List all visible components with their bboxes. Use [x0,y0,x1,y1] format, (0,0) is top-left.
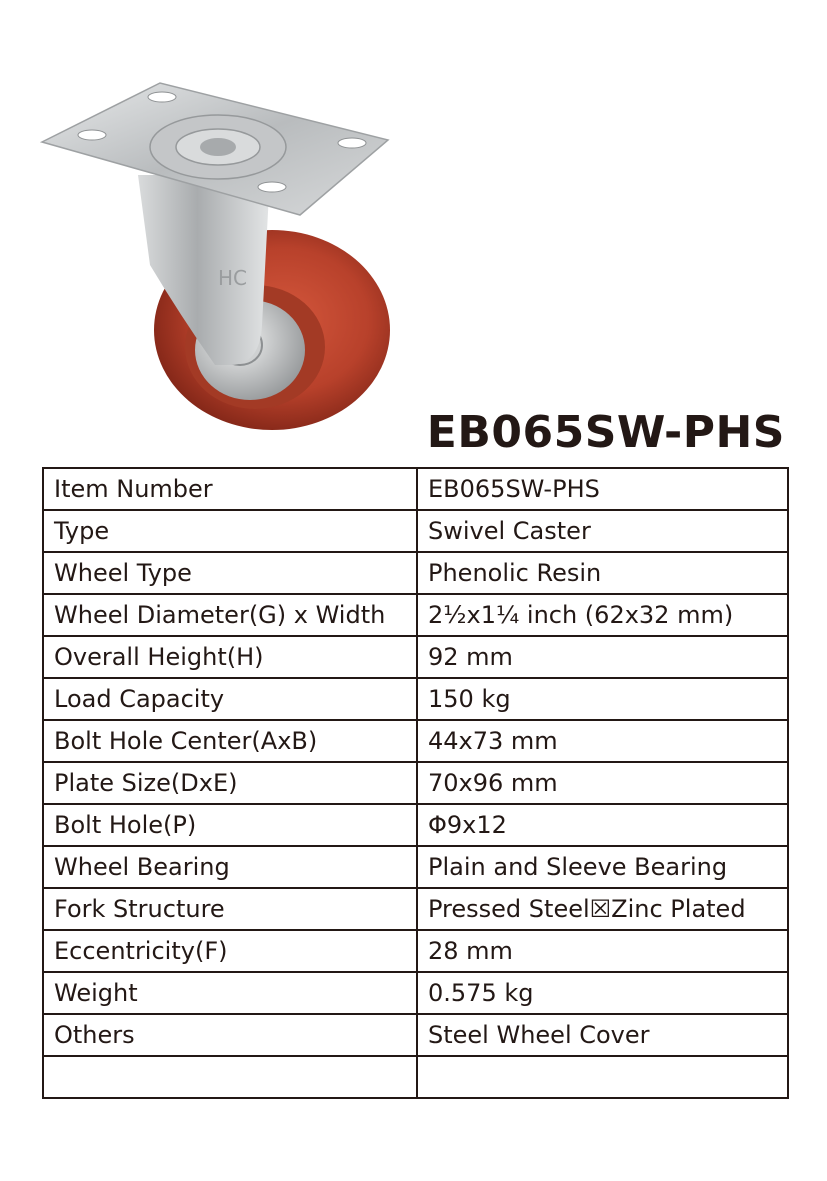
table-row [43,972,788,1014]
bolt-hole [148,92,176,102]
spec-value: 44x73 mm [417,720,788,762]
bolt-hole [258,182,286,192]
table-row [43,804,788,846]
table-row [43,888,788,930]
spec-value: 2½x1¼ inch (62x32 mm) [417,594,788,636]
table-row [43,552,788,594]
table-row [43,1014,788,1056]
spec-value: 0.575 kg [417,972,788,1014]
spec-value: EB065SW-PHS [417,468,788,510]
table-row [43,594,788,636]
spec-label: Wheel Bearing [43,846,417,888]
spec-label: Others [43,1014,417,1056]
spec-value: Swivel Caster [417,510,788,552]
spec-label: Fork Structure [43,888,417,930]
spec-label: Eccentricity(F) [43,930,417,972]
spec-label [43,1056,417,1098]
bolt-hole [338,138,366,148]
spec-value: 150 kg [417,678,788,720]
spec-label: Plate Size(DxE) [43,762,417,804]
spec-label: Bolt Hole Center(AxB) [43,720,417,762]
table-row [43,678,788,720]
svg-text:HC: HC [218,266,248,290]
spec-value: Φ9x12 [417,804,788,846]
table-row [43,1056,788,1098]
spec-value: 92 mm [417,636,788,678]
spec-label: Overall Height(H) [43,636,417,678]
caster-product-image [40,75,395,435]
spec-value: Plain and Sleeve Bearing [417,846,788,888]
table-row [43,636,788,678]
spec-label: Wheel Diameter(G) x Width [43,594,417,636]
product-title: EB065SW-PHS [426,407,785,458]
spec-label: Item Number [43,468,417,510]
table-row [43,720,788,762]
spec-value: Phenolic Resin [417,552,788,594]
spec-label: Weight [43,972,417,1014]
table-row [43,510,788,552]
table-row [43,762,788,804]
spec-label: Load Capacity [43,678,417,720]
spec-value: 28 mm [417,930,788,972]
bolt-hole [78,130,106,140]
spec-table [42,467,789,1099]
spec-label: Wheel Type [43,552,417,594]
spec-value [417,1056,788,1098]
table-row [43,846,788,888]
spec-label: Type [43,510,417,552]
table-row [43,468,788,510]
table-row [43,930,788,972]
spec-label: Bolt Hole(P) [43,804,417,846]
spec-value: 70x96 mm [417,762,788,804]
spec-value: Steel Wheel Cover [417,1014,788,1056]
spec-value: Pressed Steel☒Zinc Plated [417,888,788,930]
